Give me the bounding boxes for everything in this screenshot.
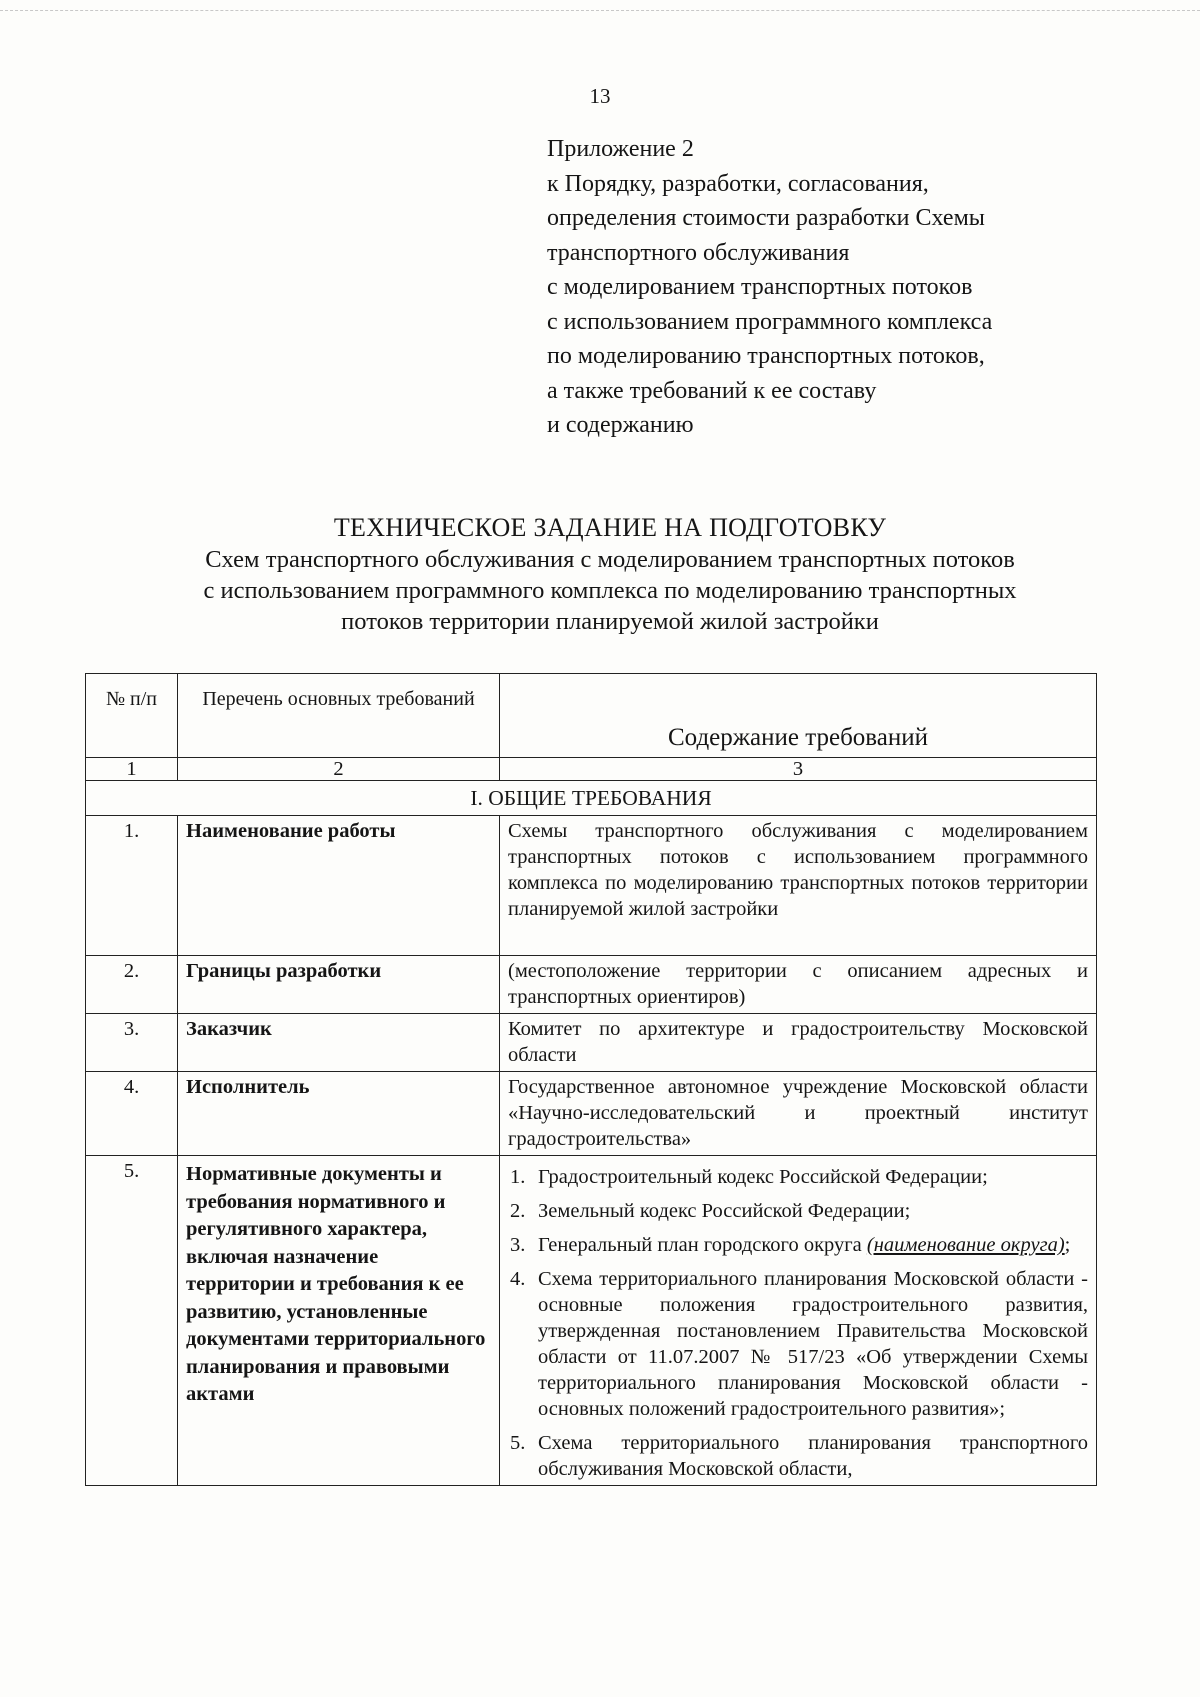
row-number: 5. (86, 1156, 178, 1486)
column-index: 2 (178, 758, 500, 781)
requirement-content: (местоположение территории с описанием адресных и транспортных ориентиров) (500, 956, 1097, 1014)
requirement-name: Исполнитель (178, 1072, 500, 1156)
table-header-row (86, 674, 1097, 758)
requirement-content: Схемы транспортного обслуживания с моделированием транспортных потоков с использованием программного комплекса по моделированию транспортных потоков территории планируемой жилой застройки (500, 816, 1097, 956)
requirement-name: Нормативные документы и требования нормативного и регулятивного характера, включая назначение территории и требования к ее развитию, установленные документами территориального планирования и правовыми актами (178, 1156, 500, 1486)
list-item-body (538, 1232, 1088, 1258)
appendix-line: транспортного обслуживания (547, 239, 850, 266)
section-row (86, 781, 1097, 816)
normative-documents-list (508, 1164, 1088, 1482)
list-item-text: Градостроительный кодекс Российской Федерации; (538, 1166, 988, 1188)
list-item-number: 1. (510, 1166, 526, 1188)
list-item-text: Схема территориального планирования Московской области - основные положения градостроительного развития, утвержденная постановлением Правительства Московской области от 11.07.2007 № 517/23 «Об утверждении Схемы территориального планирования Московской области - основных положений градостроительного развития»; (538, 1268, 1088, 1420)
row-number: 3. (86, 1014, 178, 1072)
list-item (508, 1232, 1088, 1258)
list-item-number: 2. (510, 1200, 526, 1222)
requirement-name: Наименование работы (178, 816, 500, 956)
table-row (86, 816, 1097, 956)
list-item (508, 1164, 1088, 1190)
appendix-line: с моделированием транспортных потоков (547, 274, 973, 300)
requirement-content: Государственное автономное учреждение Московской области «Научно-исследовательский и проектный институт градостроительства» (500, 1072, 1097, 1156)
header-requirements-list: Перечень основных требований (178, 674, 500, 758)
list-item-text: Схема территориального планирования транспортного обслуживания Московской области, (538, 1432, 1088, 1480)
list-item-suffix: ; (1064, 1234, 1071, 1256)
scan-top-edge (0, 10, 1200, 11)
placeholder-district-name: (наименование округа) (866, 1234, 1065, 1256)
header-num: № п/п (86, 674, 178, 758)
appendix-line: Приложение 2 (547, 136, 694, 162)
list-item (508, 1198, 1088, 1224)
document-title (60, 512, 1160, 637)
column-index-row (86, 758, 1097, 781)
appendix-line: и содержанию (547, 412, 694, 438)
list-item (508, 1266, 1088, 1422)
appendix-line: по моделированию транспортных потоков, (547, 343, 985, 369)
list-item-number: 5. (510, 1432, 526, 1454)
requirement-content: Комитет по архитектуре и градостроительству Московской области (500, 1014, 1097, 1072)
list-item-text: Земельный кодекс Российской Федерации; (538, 1200, 911, 1222)
section-heading: I. ОБЩИЕ ТРЕБОВАНИЯ (86, 781, 1097, 816)
requirement-name: Границы разработки (178, 956, 500, 1014)
table-row (86, 956, 1097, 1014)
row-number: 2. (86, 956, 178, 1014)
appendix-line: к Порядку, разработки, согласования, (547, 170, 929, 197)
requirements-table (85, 673, 1097, 1486)
list-item (508, 1430, 1088, 1482)
title-sub-line: потоков территории планируемой жилой застройки (341, 608, 879, 635)
table-row (86, 1014, 1097, 1072)
appendix-line: а также требований к ее составу (547, 377, 877, 404)
table-row (86, 1072, 1097, 1156)
list-item-text: Генеральный план городского округа (538, 1234, 862, 1256)
appendix-line: определения стоимости разработки Схемы (547, 205, 985, 231)
header-requirements-content: Содержание требований (500, 674, 1097, 758)
column-index: 3 (500, 758, 1097, 781)
appendix-line: с использованием программного комплекса (547, 308, 993, 335)
row-number: 4. (86, 1072, 178, 1156)
title-sub-line: Схем транспортного обслуживания с моделированием транспортных потоков (205, 546, 1015, 573)
table-row (86, 1156, 1097, 1486)
list-item-number: 4. (510, 1268, 526, 1290)
title-sub-line: с использованием программного комплекса по моделированию транспортных (203, 577, 1017, 604)
column-index: 1 (86, 758, 178, 781)
list-item-number: 3. (510, 1234, 526, 1256)
row-number: 1. (86, 816, 178, 956)
title-main: ТЕХНИЧЕСКОЕ ЗАДАНИЕ НА ПОДГОТОВКУ (333, 513, 887, 542)
appendix-caption (547, 132, 1107, 443)
requirement-name: Заказчик (178, 1014, 500, 1072)
normative-documents-list-cell (500, 1156, 1097, 1486)
page-number: 13 (589, 84, 611, 108)
